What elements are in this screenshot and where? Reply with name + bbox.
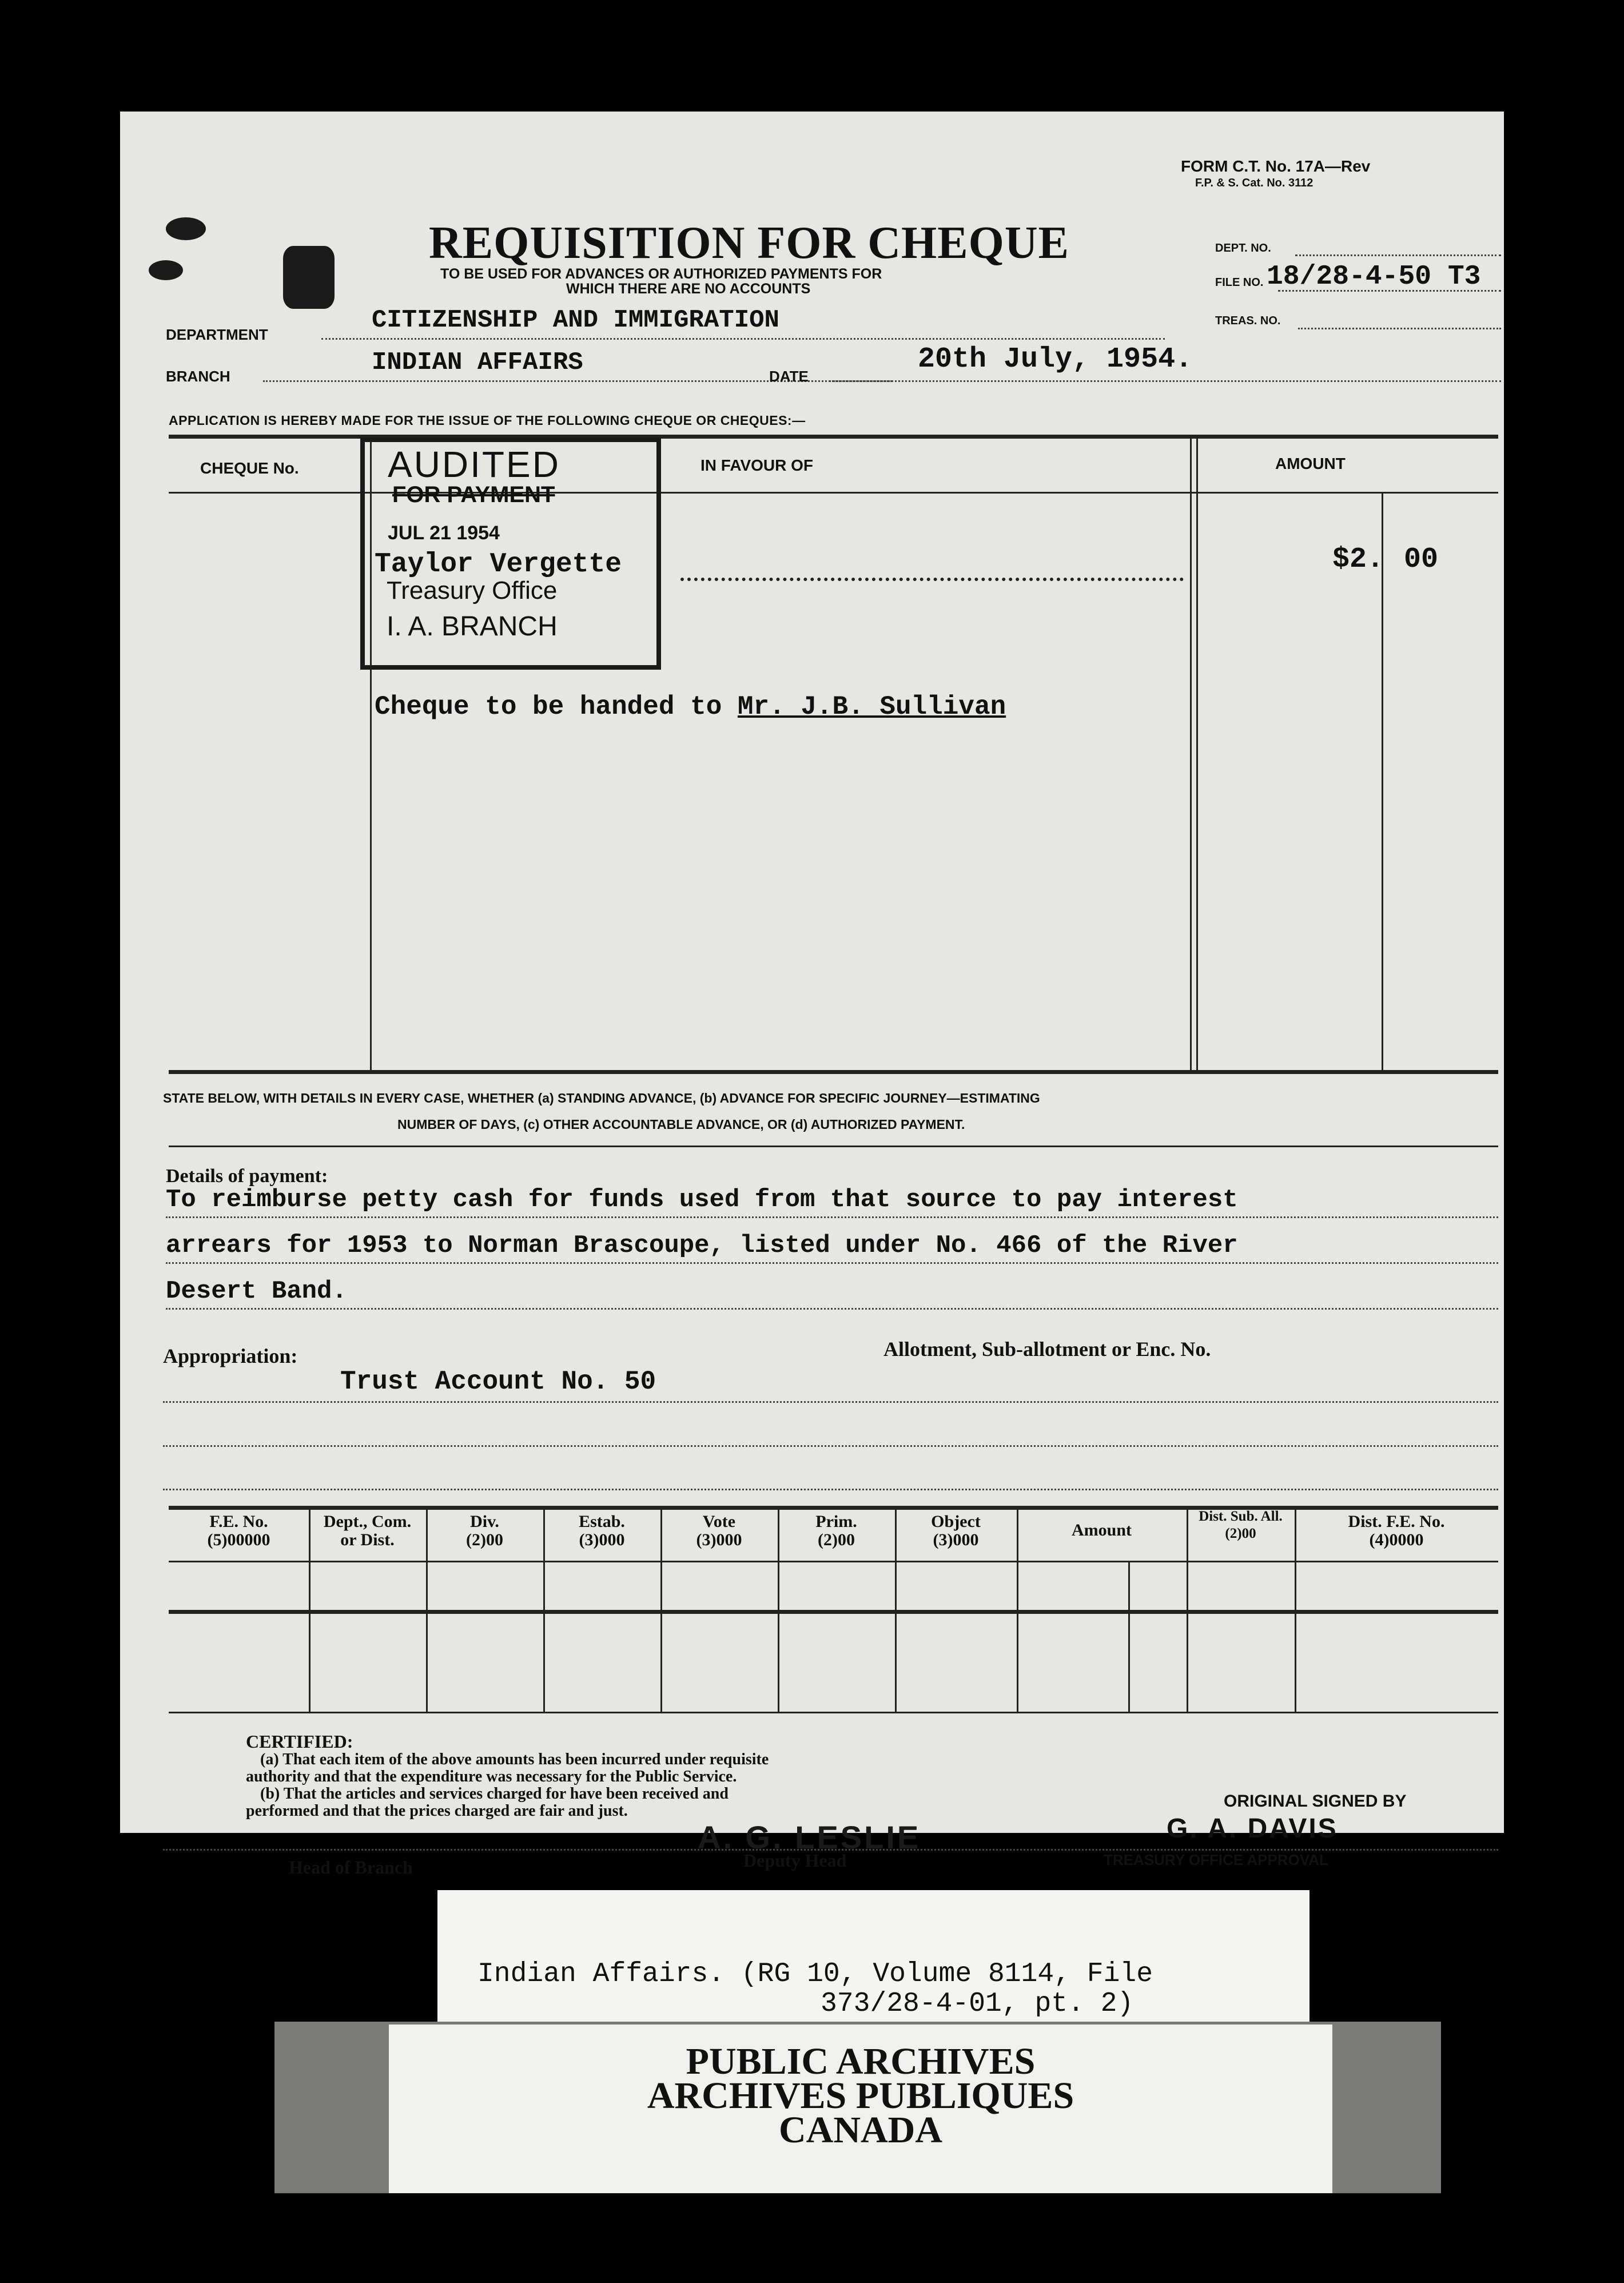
- allotment-label: Allotment, Sub-allotment or Enc. No.: [883, 1338, 1211, 1361]
- certified-title: CERTIFIED:: [246, 1731, 353, 1752]
- treas-no-label: TREAS. NO.: [1215, 315, 1281, 327]
- archive-line2: ARCHIVES PUBLIQUES: [647, 2075, 1074, 2117]
- treasury-signature: G. A. DAVIS: [1167, 1813, 1338, 1844]
- form-code: FORM C.T. No. 17A—Rev: [1181, 157, 1371, 175]
- details-line1: To reimburse petty cash for funds used from that source to pay interest: [166, 1186, 1238, 1214]
- col-cheque-no: CHEQUE No.: [200, 459, 299, 477]
- deputy-head-label: Deputy Head: [743, 1850, 847, 1871]
- code-col-dist-sub-all: Dist. Sub. All. (2)00: [1199, 1509, 1283, 1541]
- page-title: REQUISITION FOR CHEQUE: [429, 218, 1069, 268]
- subtitle-line2: WHICH THERE ARE NO ACCOUNTS: [566, 281, 811, 297]
- ink-smudge: [149, 260, 183, 280]
- certified-line2: authority and that the expenditure was necessary for the Public Service.: [246, 1768, 737, 1785]
- stamp-date: JUL 21 1954: [388, 522, 500, 544]
- date-value: 20th July, 1954.: [918, 343, 1193, 376]
- code-col-div: Div. (2)00: [466, 1512, 503, 1549]
- col-in-favour-of: IN FAVOUR OF: [700, 456, 814, 474]
- branch-value: INDIAN AFFAIRS: [372, 348, 583, 377]
- appropriation-value: Trust Account No. 50: [340, 1367, 656, 1397]
- subtitle-line1: TO BE USED FOR ADVANCES OR AUTHORIZED PAYMENTS FOR: [440, 266, 882, 282]
- stamp-branch: I. A. BRANCH: [387, 611, 558, 642]
- col-amount: AMOUNT: [1275, 455, 1346, 472]
- payee-name: Taylor Vergette: [375, 549, 622, 580]
- amount-cents: 00: [1404, 543, 1439, 576]
- department-value: CITIZENSHIP AND IMMIGRATION: [372, 306, 779, 335]
- code-col-fe-no: F.E. No. (5)00000: [207, 1512, 270, 1549]
- stamp-audited: AUDITED: [388, 444, 560, 485]
- ink-smudge: [166, 217, 206, 240]
- archive-reference-line2: 373/28-4-01, pt. 2): [821, 1988, 1134, 2019]
- ink-smudge: [283, 246, 335, 309]
- code-col-vote: Vote (3)000: [696, 1512, 742, 1549]
- code-col-estab: Estab. (3)000: [579, 1512, 625, 1549]
- certified-line1: (a) That each item of the above amounts has been incurred under requisite: [260, 1751, 769, 1768]
- archive-reference-line1: Indian Affairs. (RG 10, Volume 8114, File: [477, 1959, 1153, 1990]
- stamp-for-payment: FOR PAYMENT: [392, 482, 555, 507]
- treasury-signed-by: ORIGINAL SIGNED BY: [1224, 1792, 1407, 1811]
- archive-reference-card: [437, 1890, 1309, 2025]
- details-line3: Desert Band.: [166, 1277, 347, 1306]
- certified-line3: (b) That the articles and services charged for have been received and: [260, 1785, 729, 1803]
- hand-to-name: Mr. J.B. Sullivan: [737, 692, 1006, 722]
- amount-dollars: $2.: [1332, 543, 1384, 576]
- table-bottom-spacer: [169, 1610, 1498, 1614]
- state-below-line2: NUMBER OF DAYS, (c) OTHER ACCOUNTABLE ADVANCE, OR (d) AUTHORIZED PAYMENT.: [397, 1117, 965, 1132]
- appropriation-label: Appropriation:: [163, 1345, 298, 1367]
- audited-stamp: [360, 437, 661, 670]
- code-col-dept: Dept., Com. or Dist.: [323, 1512, 412, 1549]
- file-no-label: FILE NO.: [1215, 276, 1264, 289]
- state-below-line1: STATE BELOW, WITH DETAILS IN EVERY CASE, WHETHER (a) STANDING ADVANCE, (b) ADVANCE FOR SPECIFIC JOURNEY—ESTIMATING: [163, 1091, 1040, 1105]
- details-line2: arrears for 1953 to Norman Brascoupe, listed under No. 466 of the River: [166, 1231, 1238, 1260]
- department-label: DEPARTMENT: [166, 326, 268, 343]
- hand-to-prefix: Cheque to be handed to: [375, 692, 738, 722]
- code-col-amount: Amount: [1071, 1521, 1132, 1540]
- details-label: Details of payment:: [166, 1166, 328, 1187]
- dept-no-label: DEPT. NO.: [1215, 242, 1271, 254]
- code-col-prim: Prim. (2)00: [815, 1512, 857, 1549]
- head-of-branch-label: Head of Branch: [289, 1857, 413, 1878]
- archive-line1: PUBLIC ARCHIVES: [686, 2041, 1036, 2082]
- archive-line3: CANADA: [779, 2109, 942, 2151]
- stamp-treasury-office: Treasury Office: [387, 576, 558, 604]
- deputy-head-signature: A. G. LESLIE: [698, 1819, 921, 1855]
- treasury-approval-label: TREASURY OFFICE APPROVAL: [1104, 1851, 1328, 1868]
- certified-line4: performed and that the prices charged are fair and just.: [246, 1802, 628, 1820]
- branch-label: BRANCH: [166, 368, 230, 385]
- code-col-dist-fe-no: Dist. F.E. No. (4)0000: [1348, 1512, 1445, 1549]
- date-label: DATE: [769, 368, 809, 385]
- code-col-object: Object (3)000: [931, 1512, 981, 1549]
- application-text: APPLICATION IS HEREBY MADE FOR THE ISSUE OF THE FOLLOWING CHEQUE OR CHEQUES:—: [169, 413, 806, 428]
- requisition-form: [120, 112, 1504, 1878]
- file-no-value: 18/28-4-50 T3: [1267, 261, 1481, 292]
- form-catalog-no: F.P. & S. Cat. No. 3112: [1195, 177, 1313, 189]
- cheque-handed-to: [375, 692, 1006, 722]
